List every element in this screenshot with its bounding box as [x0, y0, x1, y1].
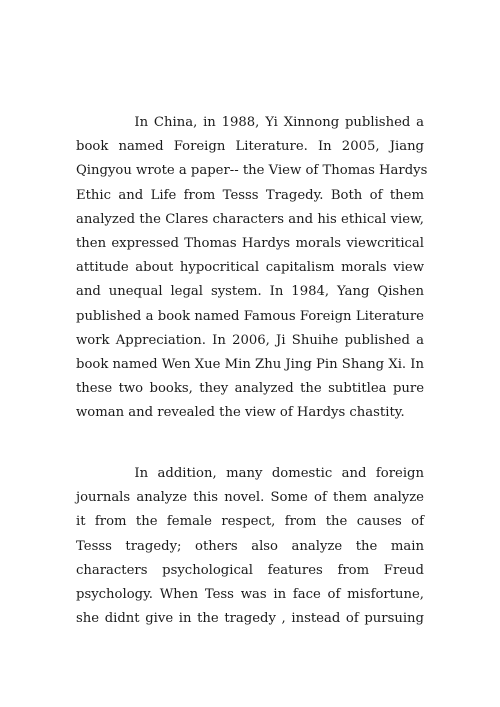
- text-line: these two books, they analyzed the subtitlea pure: [76, 381, 424, 397]
- text-line: In addition, many domestic and foreign: [134, 466, 424, 481]
- text-line: it from the female respect, from the causes of: [76, 514, 424, 530]
- text-line: Qingyou wrote a paper-- the View of Thomas Hardys: [76, 163, 428, 179]
- text-line: psychology. When Tess was in face of misfortune,: [76, 586, 424, 602]
- text-line: Ethic and Life from Tesss Tragedy. Both of them: [76, 187, 424, 203]
- text-line: work Appreciation. In 2006, Ji Shuihe published a: [76, 332, 424, 348]
- text-line: attitude about hypocritical capitalism morals view: [76, 260, 424, 276]
- text-line: woman and revealed the view of Hardys chastity.: [76, 405, 405, 421]
- paragraph-journal-analysis: [76, 462, 424, 631]
- text-line: book named Wen Xue Min Zhu Jing Pin Shang Xi. In: [76, 356, 425, 372]
- text-line: she didnt give in the tragedy , instead of pursuing: [76, 611, 424, 627]
- text-line: characters psychological features from Freud: [76, 562, 424, 578]
- text-line: Tesss tragedy; others also analyze the main: [76, 538, 424, 554]
- text-line: then expressed Thomas Hardys morals viewcritical: [76, 235, 424, 251]
- text-line: published a book named Famous Foreign Literature: [76, 308, 424, 324]
- text-line: journals analyze this novel. Some of them analyze: [76, 490, 424, 506]
- text-line: In China, in 1988, Yi Xinnong published a: [134, 115, 424, 130]
- text-line: book named Foreign Literature. In 2005, Jiang: [76, 139, 424, 155]
- paragraph-previous-studies: [76, 111, 428, 425]
- text-line: analyzed the Clares characters and his ethical view,: [76, 211, 424, 227]
- text-line: and unequal legal system. In 1984, Yang Qishen: [76, 284, 424, 300]
